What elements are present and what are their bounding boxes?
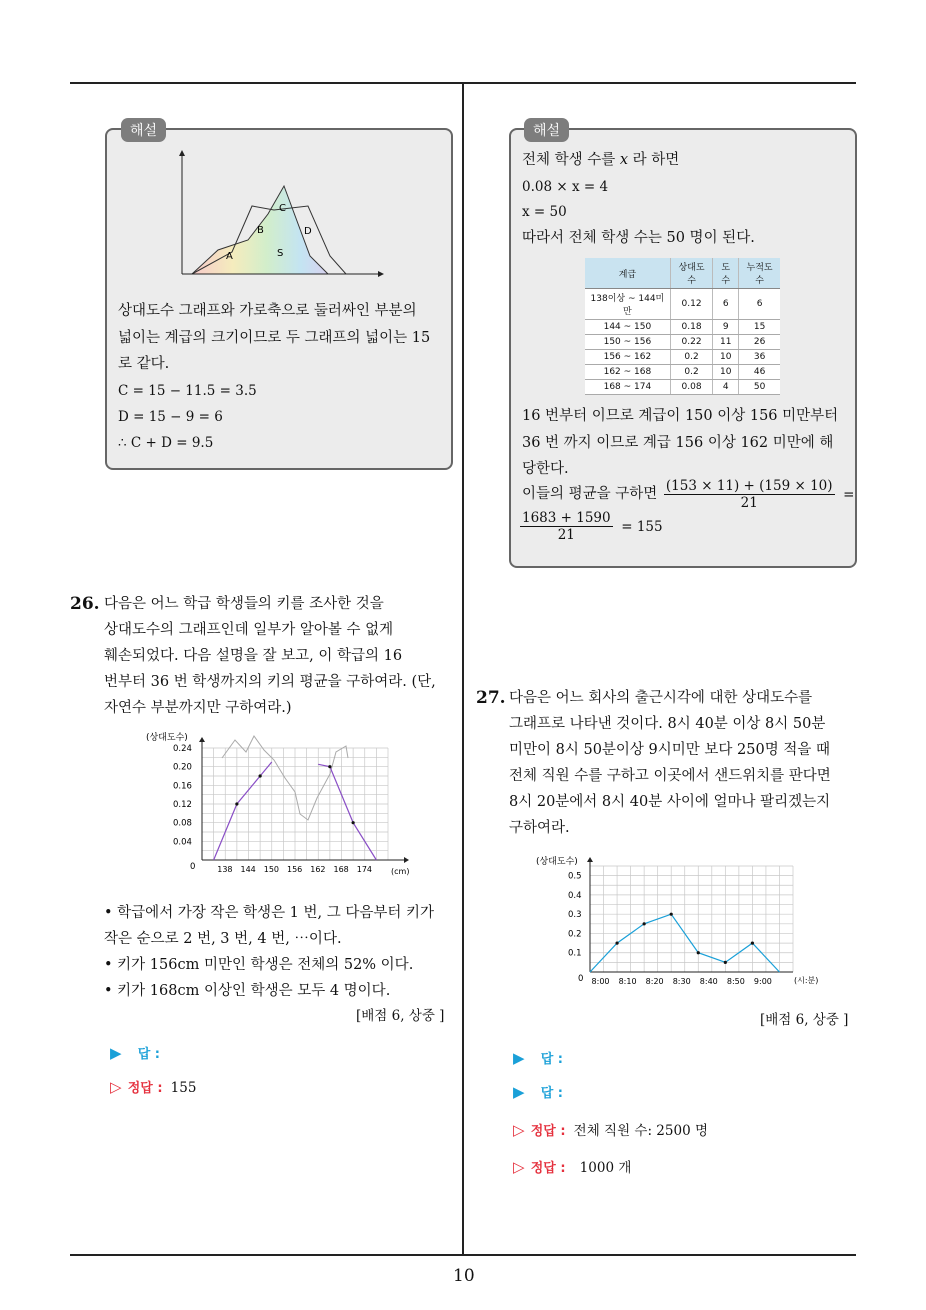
data-point (235, 802, 238, 805)
table-header: 도수 (713, 258, 739, 289)
table-cell: 138이상 ~ 144미만 (585, 289, 670, 320)
right-exp-eq-1: 0.08 × x = 4 (522, 179, 609, 195)
play-triangle-icon: ▶ (513, 1049, 525, 1067)
x-tick-label: 156 (287, 865, 303, 874)
data-point (643, 922, 646, 925)
y-tick-label: 0.04 (173, 837, 192, 848)
y-tick-label: 0.08 (173, 818, 192, 829)
table-cell: 0.2 (670, 350, 713, 365)
q27-line-5: 8시 20분에서 8시 40분 사이에 얼마나 팔리겠는지 (509, 794, 831, 810)
q27-line-6: 구하여라. (509, 820, 570, 836)
q27-line-4: 전체 직원 수를 구하고 이곳에서 샌드위치를 판다면 (509, 768, 831, 784)
y-tick-label: 0.12 (173, 800, 192, 810)
region-s-label: S (277, 248, 284, 259)
table-cell: 0.2 (670, 365, 713, 380)
x-tick-label: 8:40 (699, 977, 718, 986)
right-exp-after-2: 36 번 까지 이므로 계급 156 이상 162 미만에 해 (522, 435, 834, 451)
data-point (352, 821, 355, 824)
table-cell: 0.12 (670, 289, 713, 320)
mean-result-line (520, 510, 663, 543)
damage-outline (222, 736, 348, 820)
play-triangle-icon: ▶ (513, 1083, 525, 1101)
q26-line-3: 훼손되었다. 다음 설명을 잘 보고, 이 학급의 16 (104, 648, 403, 664)
chart1-xlabel: (cm) (391, 867, 410, 876)
outline-triangle-icon: ▷ (110, 1078, 122, 1096)
table-row (585, 335, 780, 350)
left-exp-line-2: 넓이는 계급의 크기이므로 두 그래프의 넓이는 15 (118, 330, 431, 346)
q27-answer-row-2[interactable] (513, 1082, 563, 1101)
y-tick-label: 0.4 (568, 890, 582, 901)
region-b-label: B (257, 225, 264, 236)
series-line (214, 762, 272, 860)
frac1-equals: = (843, 486, 855, 503)
table-header: 계급 (585, 258, 670, 289)
table-cell: 156 ~ 162 (585, 350, 670, 365)
x-tick-label: 8:50 (726, 977, 745, 986)
frac2-numerator: 1683 + 1590 (522, 510, 611, 526)
question-26-number: 26. (70, 594, 100, 614)
table-row (585, 350, 780, 365)
table-cell: 9 (713, 320, 739, 335)
table-cell: 4 (713, 380, 739, 395)
table-cell: 0.22 (670, 335, 713, 350)
q26-solution-label: 정답 : (127, 1081, 163, 1096)
region-a-label: A (226, 251, 233, 262)
table-header: 누적도수 (739, 258, 780, 289)
y-tick-label: 0.20 (173, 762, 192, 773)
chart2-ylabel: (상대도수) (536, 857, 578, 867)
q27-solution-row-1 (513, 1119, 708, 1139)
table-cell: 6 (739, 289, 780, 320)
page-number: 10 (453, 1266, 475, 1286)
data-point (751, 941, 754, 944)
left-exp-eq-sum: ∴ C + D = 9.5 (118, 435, 214, 451)
table-cell: 168 ~ 174 (585, 380, 670, 395)
q26-score: [배점 6, 상중 ] (356, 1008, 445, 1024)
data-point (615, 941, 618, 944)
left-exp-eq-d: D = 15 − 9 = 6 (118, 409, 223, 425)
q26-bullet-1-text: 학급에서 가장 작은 학생은 1 번, 그 다음부터 키가 (117, 905, 435, 921)
arrival-time-relative-frequency-chart (530, 852, 830, 992)
bottom-rule (70, 1254, 856, 1256)
region-d-label: D (304, 226, 312, 237)
y-tick-label: 0.1 (568, 948, 582, 959)
q27-answer-row-1[interactable] (513, 1048, 563, 1067)
q27-solution-value-2: 1000 개 (579, 1160, 632, 1176)
chart2-xlabel: (시:분) (794, 976, 819, 985)
right-exp-line-1b: 라 하면 (628, 152, 680, 168)
table-cell: 26 (739, 335, 780, 350)
table-cell: 150 ~ 156 (585, 335, 670, 350)
x-axis-arrow (378, 271, 384, 277)
x-tick-label: 150 (263, 865, 280, 874)
table-cell: 15 (739, 320, 780, 335)
q27-answer-label-1: 답 : (540, 1052, 563, 1067)
q26-bullet-3: • 키가 168cm 이상인 학생은 모두 4 명이다. (104, 983, 391, 999)
q27-solution-label-2: 정답 : (530, 1161, 566, 1176)
y-axis-arrow (179, 150, 185, 156)
q26-solution-row (110, 1077, 196, 1096)
q27-line-1: 다음은 어느 회사의 출근시각에 대한 상대도수를 (509, 690, 813, 706)
table-row (585, 320, 780, 335)
data-point (670, 913, 673, 916)
q27-solution-row-2 (513, 1156, 631, 1176)
x-tick-label: 9:00 (753, 977, 772, 986)
table-row (585, 289, 780, 320)
right-exp-after-1: 16 번부터 이므로 계급이 150 이상 156 미만부터 (522, 408, 839, 424)
play-triangle-icon: ▶ (110, 1044, 122, 1062)
q26-bullet-2: • 키가 156cm 미만인 학생은 전체의 52% 이다. (104, 957, 414, 973)
x-tick-label: 8:10 (618, 977, 637, 986)
table-cell: 10 (713, 350, 739, 365)
y-axis-arrow (199, 737, 205, 742)
left-explanation-tag: 해설 (121, 118, 166, 142)
q27-line-2: 그래프로 나타낸 것이다. 8시 40분 이상 8시 50분 (509, 716, 826, 732)
q26-solution-value: 155 (170, 1080, 197, 1096)
data-point (328, 765, 331, 768)
right-exp-line-1a: 전체 학생 수를 (522, 152, 620, 168)
right-exp-after-3: 당한다. (522, 461, 569, 477)
mean-fraction-2 (520, 510, 613, 543)
table-cell: 144 ~ 150 (585, 320, 670, 335)
x-tick-label: 174 (356, 865, 373, 874)
table-row (585, 365, 780, 380)
region-c-label: C (279, 203, 286, 214)
table-cell: 0.18 (670, 320, 713, 335)
table-cell: 162 ~ 168 (585, 365, 670, 380)
mean-formula-line (522, 478, 854, 511)
height-relative-frequency-chart (140, 728, 420, 883)
right-exp-line-4: 따라서 전체 학생 수는 50 명이 된다. (522, 230, 755, 246)
q26-line-5: 자연수 부분까지만 구하여라.) (104, 700, 292, 716)
y-axis-arrow (587, 857, 593, 862)
area-diagram (170, 148, 390, 280)
q26-line-4: 번부터 36 번 학생까지의 키의 평균을 구하여라. (단, (104, 674, 436, 690)
x-tick-label: 8:00 (591, 977, 610, 986)
q26-line-1: 다음은 어느 학급 학생들의 키를 조사한 것을 (104, 596, 384, 612)
x-tick-label: 8:20 (645, 977, 664, 986)
frequency-table (585, 258, 780, 395)
mean-prefix: 이들의 평균을 구하면 (522, 485, 658, 502)
y-tick-label: 0.5 (568, 871, 582, 882)
data-point (724, 961, 727, 964)
x-tick-label: 162 (310, 865, 326, 874)
frac1-numerator: (153 × 11) + (159 × 10) (665, 478, 833, 494)
table-cell: 10 (713, 365, 739, 380)
q26-bullet-3-text: 키가 168cm 이상인 학생은 모두 4 명이다. (117, 983, 391, 999)
outline-triangle-icon: ▷ (513, 1158, 525, 1176)
frac1-denominator: 21 (740, 495, 758, 512)
y-tick-label: 0 (578, 974, 584, 984)
y-tick-label: 0.24 (173, 744, 192, 754)
table-cell: 0.08 (670, 380, 713, 395)
y-tick-label: 0.16 (173, 781, 192, 792)
table-header: 상대도수 (670, 258, 713, 289)
data-point (259, 774, 262, 777)
variable-x: x (619, 152, 629, 168)
frac2-denominator: 21 (557, 527, 575, 544)
x-tick-label: 144 (240, 865, 256, 874)
y-tick-label: 0 (190, 862, 196, 872)
left-exp-line-1: 상대도수 그래프와 가로축으로 둘러싸인 부분의 (118, 303, 417, 319)
outline-triangle-icon: ▷ (513, 1121, 525, 1139)
right-explanation-tag: 해설 (524, 118, 569, 142)
table-cell: 50 (739, 380, 780, 395)
y-tick-label: 0.3 (568, 910, 582, 921)
right-exp-eq-2: x = 50 (522, 204, 567, 220)
table-cell: 36 (739, 350, 780, 365)
x-tick-label: 8:30 (672, 977, 691, 986)
frac2-result: = 155 (621, 518, 663, 535)
q27-score: [배점 6, 상중 ] (760, 1012, 849, 1028)
left-exp-line-3: 로 같다. (118, 356, 170, 372)
table-cell: 6 (713, 289, 739, 320)
q27-line-3: 미만이 8시 50분이상 9시미만 보다 250명 적을 때 (509, 742, 830, 758)
x-tick-label: 138 (217, 865, 233, 874)
q27-solution-value-1: 전체 직원 수: 2500 명 (573, 1123, 708, 1139)
question-27-number: 27. (476, 688, 506, 708)
q26-bullet-1: • 학급에서 가장 작은 학생은 1 번, 그 다음부터 키가 (104, 905, 435, 921)
mean-fraction-1 (664, 478, 835, 511)
q26-answer-row[interactable] (110, 1043, 160, 1062)
chart1-ylabel: (상대도수) (146, 733, 188, 743)
q27-answer-label-2: 답 : (540, 1086, 563, 1101)
x-tick-label: 168 (333, 865, 349, 874)
table-cell: 11 (713, 335, 739, 350)
data-point (697, 951, 700, 954)
q26-bullet-2-text: 키가 156cm 미만인 학생은 전체의 52% 이다. (117, 957, 414, 973)
q26-line-2: 상대도수의 그래프인데 일부가 알아볼 수 없게 (104, 622, 394, 638)
q27-solution-label-1: 정답 : (530, 1124, 566, 1139)
y-tick-label: 0.2 (568, 929, 582, 940)
table-row (585, 380, 780, 395)
right-exp-line-1 (522, 152, 679, 169)
q26-bullet-1-cont: 작은 순으로 2 번, 3 번, 4 번, ⋯이다. (104, 931, 342, 947)
x-axis-arrow (404, 857, 409, 863)
table-cell: 46 (739, 365, 780, 380)
left-exp-eq-c: C = 15 − 11.5 = 3.5 (118, 383, 257, 399)
column-divider (462, 84, 464, 1256)
q26-answer-label: 답 : (137, 1047, 160, 1062)
table-header-row (585, 258, 780, 289)
